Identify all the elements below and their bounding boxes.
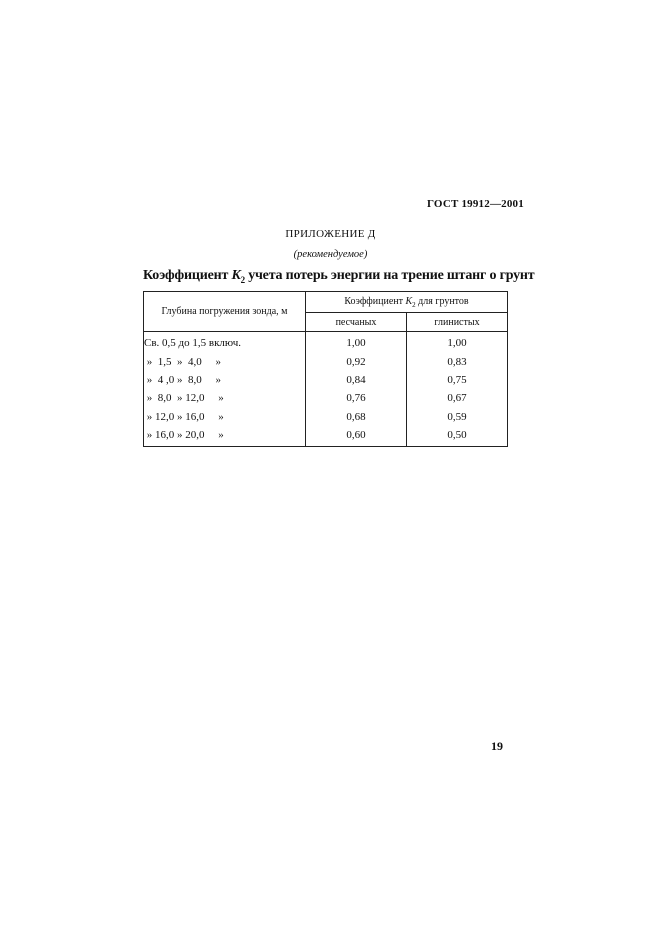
cell-depth: » 4 ,0 » 8,0 » [144,371,306,389]
cell-sand: 0,92 [306,352,407,370]
table-caption [143,268,534,285]
table-header-row [144,292,508,313]
cell-depth: » 8,0 » 12,0 » [144,389,306,407]
caption-suffix: учета потерь энергии на трение штанг о грунт [244,268,535,283]
header-coef-symbol: K [405,295,413,307]
header-coef-subscript: 2 [412,300,416,309]
appendix-title: ПРИЛОЖЕНИЕ Д [285,228,376,240]
header-coef-suffix: для грунтов [415,295,469,307]
header-sand: песчаных [306,313,407,332]
cell-sand: 0,84 [306,371,407,389]
header-coefficient [306,292,508,313]
header-depth: Глубина погружения зонда, м [144,292,306,332]
cell-depth: Св. 0,5 до 1,5 включ. [144,332,306,353]
table-row [144,426,508,447]
table-row [144,389,508,407]
caption-subscript: 2 [240,274,245,285]
cell-sand: 0,68 [306,408,407,426]
table-row [144,332,508,353]
cell-clay: 0,67 [407,389,508,407]
cell-depth: » 12,0 » 16,0 » [144,408,306,426]
header-coef-prefix: Коэффициент [344,295,406,307]
caption-prefix: Коэффициент [143,268,232,283]
cell-clay: 0,59 [407,408,508,426]
cell-clay: 0,75 [407,371,508,389]
header-clay: глинистых [407,313,508,332]
cell-depth: » 16,0 » 20,0 » [144,426,306,447]
cell-clay: 0,83 [407,352,508,370]
cell-sand: 0,76 [306,389,407,407]
cell-clay: 1,00 [407,332,508,353]
cell-sand: 1,00 [306,332,407,353]
table-row [144,408,508,426]
cell-clay: 0,50 [407,426,508,447]
caption-symbol: K [231,268,241,283]
cell-sand: 0,60 [306,426,407,447]
cell-depth: » 1,5 » 4,0 » [144,352,306,370]
standard-code: ГОСТ 19912—2001 [427,198,524,210]
page-number: 19 [491,739,503,753]
table-row [144,371,508,389]
coefficient-table [143,291,508,447]
appendix-subtitle: (рекомендуемое) [293,249,368,260]
table-row [144,352,508,370]
